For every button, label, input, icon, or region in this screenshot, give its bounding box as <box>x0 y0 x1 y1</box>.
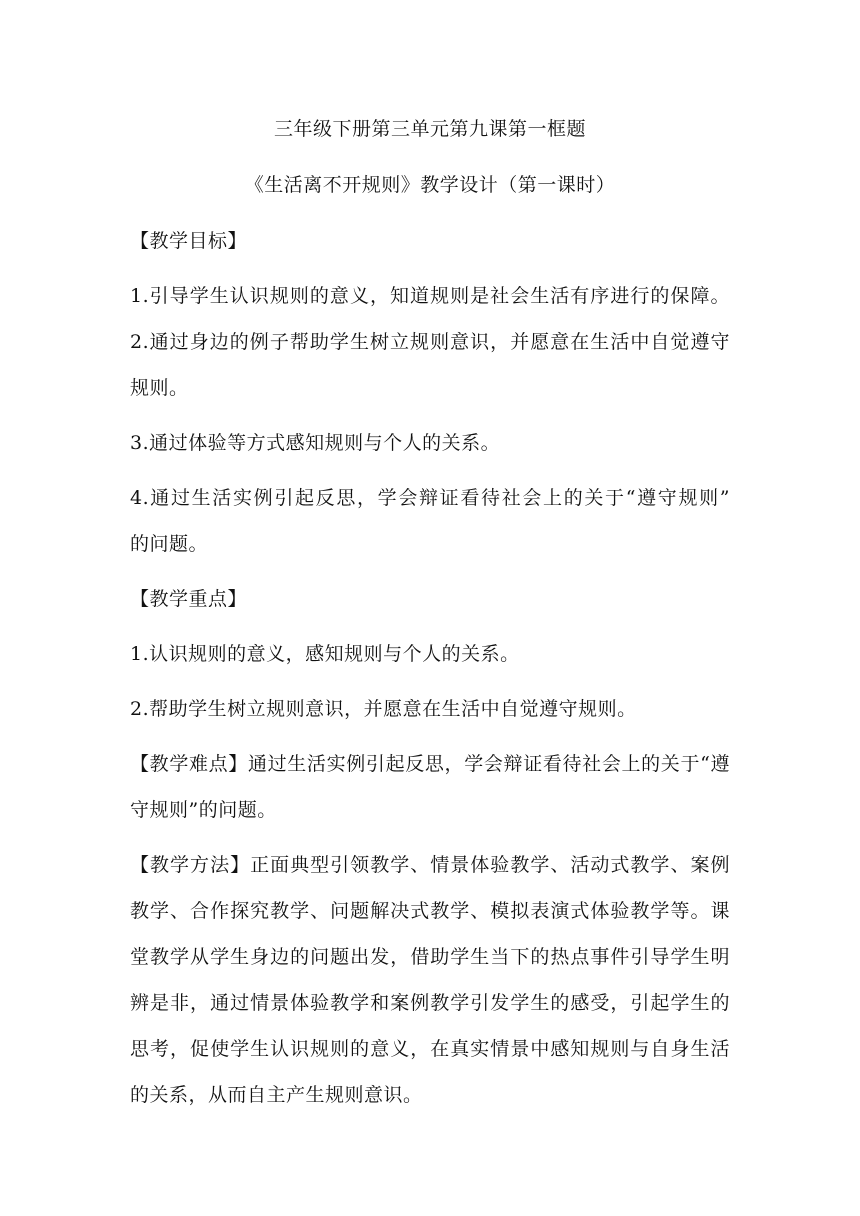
methods-paragraph-line: 思考，促使学生认识规则的意义，在真实情景中感知规则与自身生活 <box>130 1038 730 1060</box>
methods-paragraph-line: 辨是非，通过情景体验教学和案例教学引发学生的感受，引起学生的 <box>130 992 730 1014</box>
objective-item: 2.通过身边的例子帮助学生树立规则意识，并愿意在生活中自觉遵守 <box>130 331 730 353</box>
key-point-item: 1.认识规则的意义，感知规则与个人的关系。 <box>130 643 520 665</box>
objective-item: 4.通过生活实例引起反思，学会辩证看待社会上的关于“遵守规则” <box>130 487 730 509</box>
objective-item: 1.引导学生认识规则的意义，知道规则是社会生活有序进行的保障。 <box>130 285 730 307</box>
difficulty-paragraph-line1: 【教学难点】通过生活实例引起反思，学会辩证看待社会上的关于“遵 <box>130 753 730 775</box>
document-title-line1: 三年级下册第三单元第九课第一框题 <box>273 118 586 140</box>
objective-item-continuation: 规则。 <box>130 377 189 399</box>
methods-paragraph-line: 堂教学从学生身边的问题出发，借助学生当下的热点事件引导学生明 <box>130 946 730 968</box>
difficulty-paragraph-line2: 守规则”的问题。 <box>130 799 277 821</box>
methods-paragraph-line: 教学、合作探究教学、问题解决式教学、模拟表演式体验教学等。课 <box>130 900 730 922</box>
key-points-heading: 【教学重点】 <box>130 588 248 610</box>
document-title-line2: 《生活离不开规则》教学设计（第一课时） <box>244 174 616 196</box>
key-point-item: 2.帮助学生树立规则意识，并愿意在生活中自觉遵守规则。 <box>130 698 637 720</box>
objectives-heading: 【教学目标】 <box>130 230 248 252</box>
methods-paragraph-line: 的关系，从而自主产生规则意识。 <box>130 1084 423 1106</box>
methods-paragraph-line: 【教学方法】正面典型引领教学、情景体验教学、活动式教学、案例 <box>130 854 730 876</box>
objective-item: 3.通过体验等方式感知规则与个人的关系。 <box>130 432 501 454</box>
objective-item-continuation: 的问题。 <box>130 533 209 555</box>
